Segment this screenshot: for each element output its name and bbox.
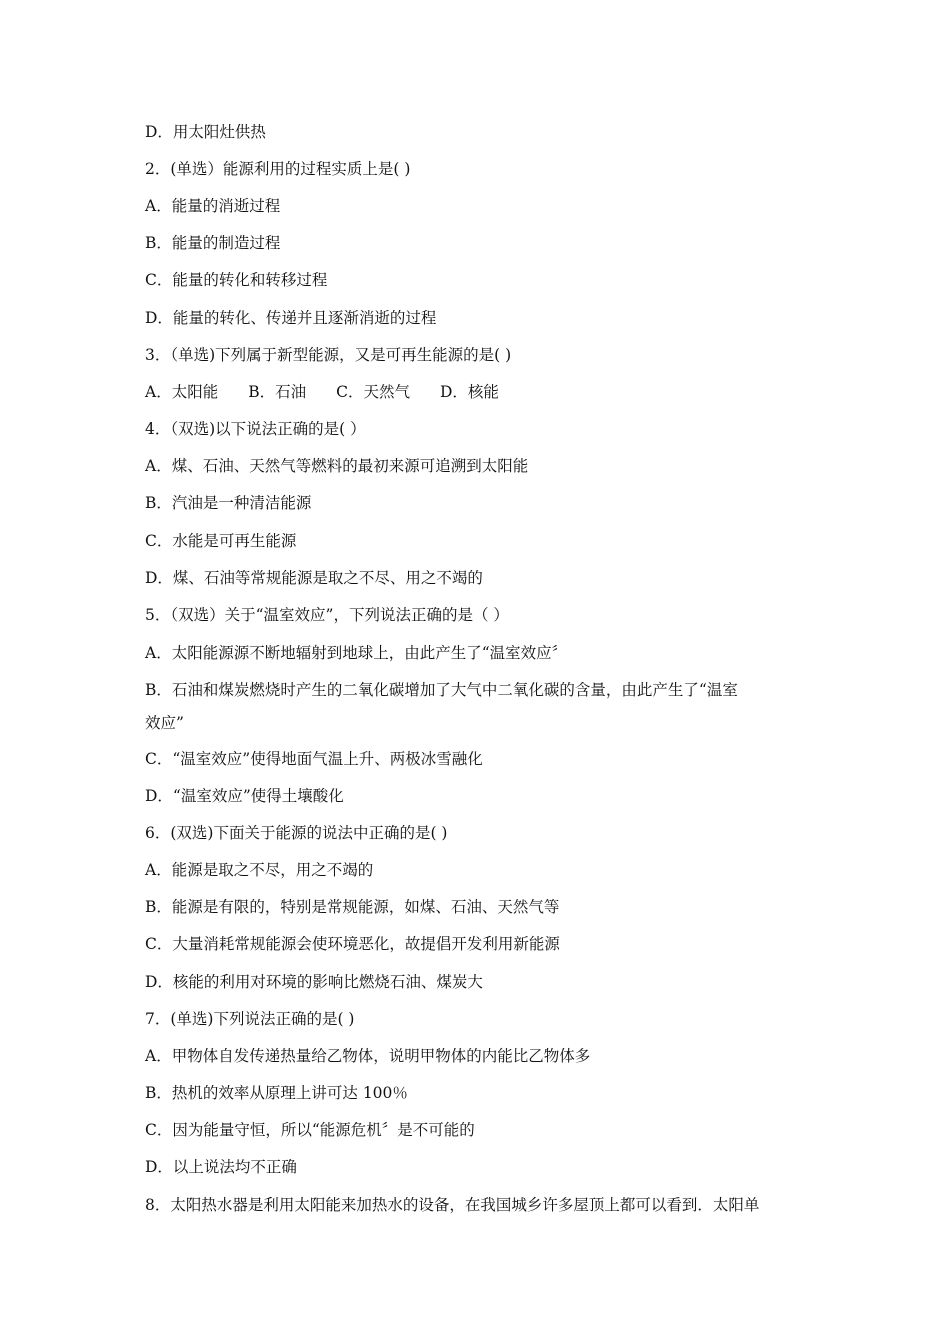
q4-option-d: D．煤、石油等常规能源是取之不尽、用之不竭的: [145, 569, 483, 587]
q3-stem: 3．（单选)下列属于新型能源，又是可再生能源的是( ): [145, 346, 512, 364]
q4-option-a: A．煤、石油、天然气等燃料的最初来源可追溯到太阳能: [145, 457, 529, 475]
q7-option-b: B．热机的效率从原理上讲可达 100％: [145, 1084, 408, 1102]
q6-stem: 6．(双选)下面关于能源的说法中正确的是( ): [145, 824, 448, 842]
q7-stem: 7．(单选)下列说法正确的是( ): [145, 1010, 355, 1028]
q7-option-c: C．因为能量守恒，所以“能源危机〞是不可能的: [145, 1121, 475, 1139]
q4-option-c: C．水能是可再生能源: [145, 532, 297, 550]
q6-option-b: B．能源是有限的，特别是常规能源，如煤、石油、天然气等: [145, 898, 560, 916]
q2-option-d: D．能量的转化、传递并且逐渐消逝的过程: [145, 309, 437, 327]
q7-option-d: D．以上说法均不正确: [145, 1158, 297, 1176]
q5-option-b: B．石油和煤炭燃烧时产生的二氧化碳增加了大气中二氧化碳的含量，由此产生了“温室: [145, 681, 738, 699]
q3-option-d: D．核能: [439, 383, 499, 401]
q2-option-b: B．能量的制造过程: [145, 234, 281, 252]
q5-stem: 5．（双选）关于“温室效应”，下列说法正确的是（ ）: [145, 606, 509, 624]
q6-option-d: D．核能的利用对环境的影响比燃烧石油、煤炭大: [145, 973, 483, 991]
q6-option-c: C．大量消耗常规能源会使环境恶化，故提倡开发利用新能源: [145, 935, 560, 953]
q8-stem: 8．太阳热水器是利用太阳能来加热水的设备，在我国城乡许多屋顶上都可以看到．太阳单: [145, 1196, 760, 1214]
q3-option-b: B．石油: [248, 383, 307, 401]
q5-option-c: C．“温室效应”使得地面气温上升、两极冰雪融化: [145, 750, 483, 768]
q4-option-b: B．汽油是一种清洁能源: [145, 494, 312, 512]
q5-option-a: A．太阳能源源不断地辐射到地球上，由此产生了“温室效应〞: [145, 644, 568, 662]
q2-option-a: A．能量的消逝过程: [145, 197, 281, 215]
q3-option-c: C．天然气: [336, 383, 410, 401]
q5-option-b-continued: 效应”: [145, 714, 184, 732]
q2-option-c: C．能量的转化和转移过程: [145, 271, 328, 289]
q3-options-row: [145, 382, 815, 402]
q5-option-d: D．“温室效应”使得土壤酸化: [145, 787, 344, 805]
q4-stem: 4．（双选)以下说法正确的是( ）: [145, 420, 366, 438]
q1-option-d: D．用太阳灶供热: [145, 123, 266, 141]
q3-option-a: A．太阳能: [145, 383, 219, 401]
q2-stem: 2．(单选）能源利用的过程实质上是( ): [145, 160, 411, 178]
q7-option-a: A．甲物体自发传递热量给乙物体，说明甲物体的内能比乙物体多: [145, 1047, 591, 1065]
q6-option-a: A．能源是取之不尽，用之不竭的: [145, 861, 374, 879]
